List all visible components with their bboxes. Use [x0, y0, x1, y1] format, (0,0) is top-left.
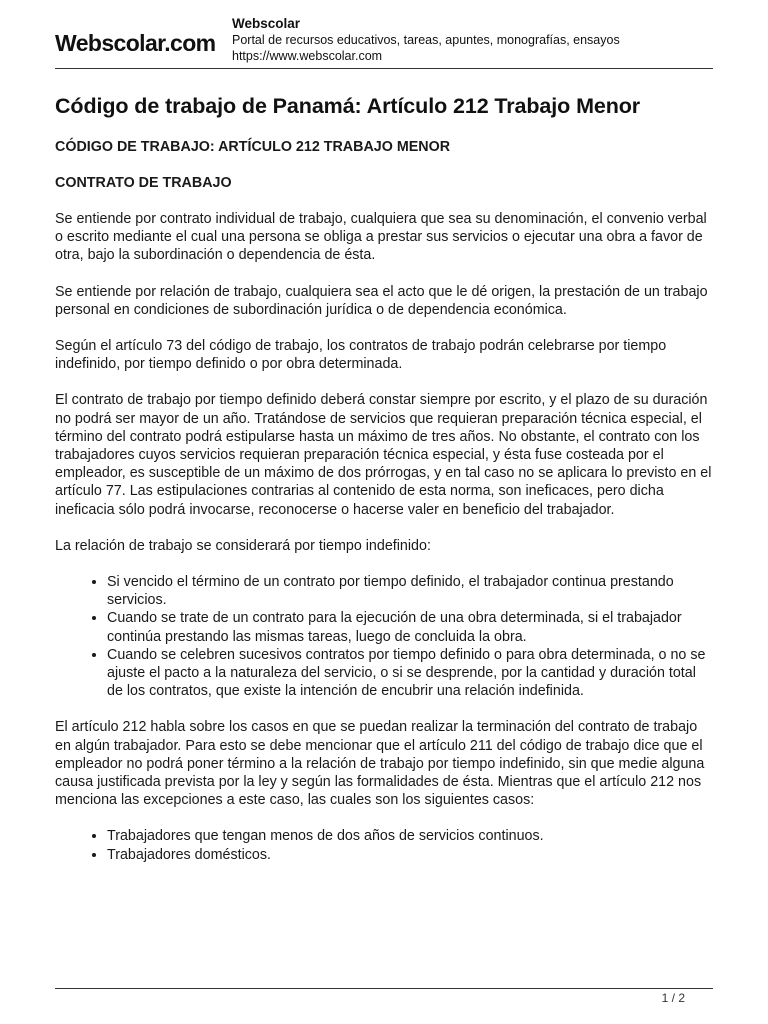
site-info [232, 16, 620, 64]
list-item: • Trabajadores domésticos. [107, 846, 715, 864]
article-heading: CÓDIGO DE TRABAJO: ARTÍCULO 212 TRABAJO MENOR [55, 139, 451, 155]
paragraph: Según el artículo 73 del código de trabajo, los contratos de trabajo podrán celebrarse por tiempo indefinido, por tiempo definido o por obra determinada. [55, 338, 667, 373]
site-tagline: Portal de recursos educativos, tareas, apuntes, monografías, ensayos [232, 33, 620, 47]
page-number: 1 / 2 [661, 991, 685, 1005]
paragraph: El artículo 212 habla sobre los casos en que se puedan realizar la terminación del contrato de trabajo en algún trabajador. Para esto se debe mencionar que el artículo 211 del código de trabajo dice que el empleador no podrá poner término a la relación de trabajo por tiempo indefinido, sin que medie alguna causa justificada prevista por la ley y según las formalidades de ésta. Mientras que el artículo 212 nos menciona las excepciones a este caso, las cuales son los siguientes casos: [55, 719, 705, 809]
page-header [55, 14, 713, 69]
list-item: • Si vencido el término de un contrato por tiempo definido, el trabajador continua prestando servicios. [107, 573, 715, 609]
document-body [55, 92, 715, 882]
section-heading: CONTRATO DE TRABAJO [55, 175, 232, 191]
site-logo[interactable]: Webscolar.com [55, 30, 216, 56]
site-url[interactable]: https://www.webscolar.com [232, 49, 383, 63]
exceptions-list [55, 827, 715, 863]
list-item: • Trabajadores que tengan menos de dos años de servicios continuos. [107, 827, 715, 845]
list-item: • Cuando se celebren sucesivos contratos por tiempo definido o para obra determinada, o no se ajuste el pacto a la naturaleza del servicio, o si se desprende, por la cantidad y duración total de los contratos, que existe la intención de encubrir una relación indefinida. [107, 646, 715, 701]
paragraph: El contrato de trabajo por tiempo definido deberá constar siempre por escrito, y el plazo de su duración no podrá ser mayor de un año. Tratándose de servicios que requieran preparación técnica especial, el término del contrato podrá estipularse hasta un máximo de tres años. No obstante, el contrato con los trabajadores cuyos servicios requieran preparación técnica especial, y ésta fuse costeada por el empleador, es susceptible de un máximo de dos prórrogas, y en tal caso no se aplicara lo previsto en el artículo 77. Las estipulaciones contrarias al contenido de esta norma, son ineficaces, pero dicha ineficacia sólo podrá invocarse, reconocerse o hacerse valer en beneficio del trabajador. [55, 392, 712, 518]
paragraph: Se entiende por relación de trabajo, cualquiera sea el acto que le dé origen, la prestación de un trabajo personal en condiciones de subordinación jurídica o de dependencia económica. [55, 283, 708, 318]
paragraph: Se entiende por contrato individual de trabajo, cualquiera que sea su denominación, el convenio verbal o escrito mediante el cual una persona se obliga a prestar sus servicios o ejecutar una obra a favor de otra, bajo la subordinación o dependencia de ésta. [55, 211, 707, 264]
paragraph: La relación de trabajo se considerará por tiempo indefinido: [55, 537, 431, 554]
list-item: • Cuando se trate de un contrato para la ejecución de una obra determinada, si el trabajador continúa prestando las mismas tareas, luego de concluida la obra. [107, 609, 715, 645]
page-title: Código de trabajo de Panamá: Artículo 212 Trabajo Menor [55, 94, 641, 118]
site-name: Webscolar [232, 16, 301, 31]
page-footer [55, 988, 713, 1005]
indefinite-cases-list [55, 573, 715, 700]
